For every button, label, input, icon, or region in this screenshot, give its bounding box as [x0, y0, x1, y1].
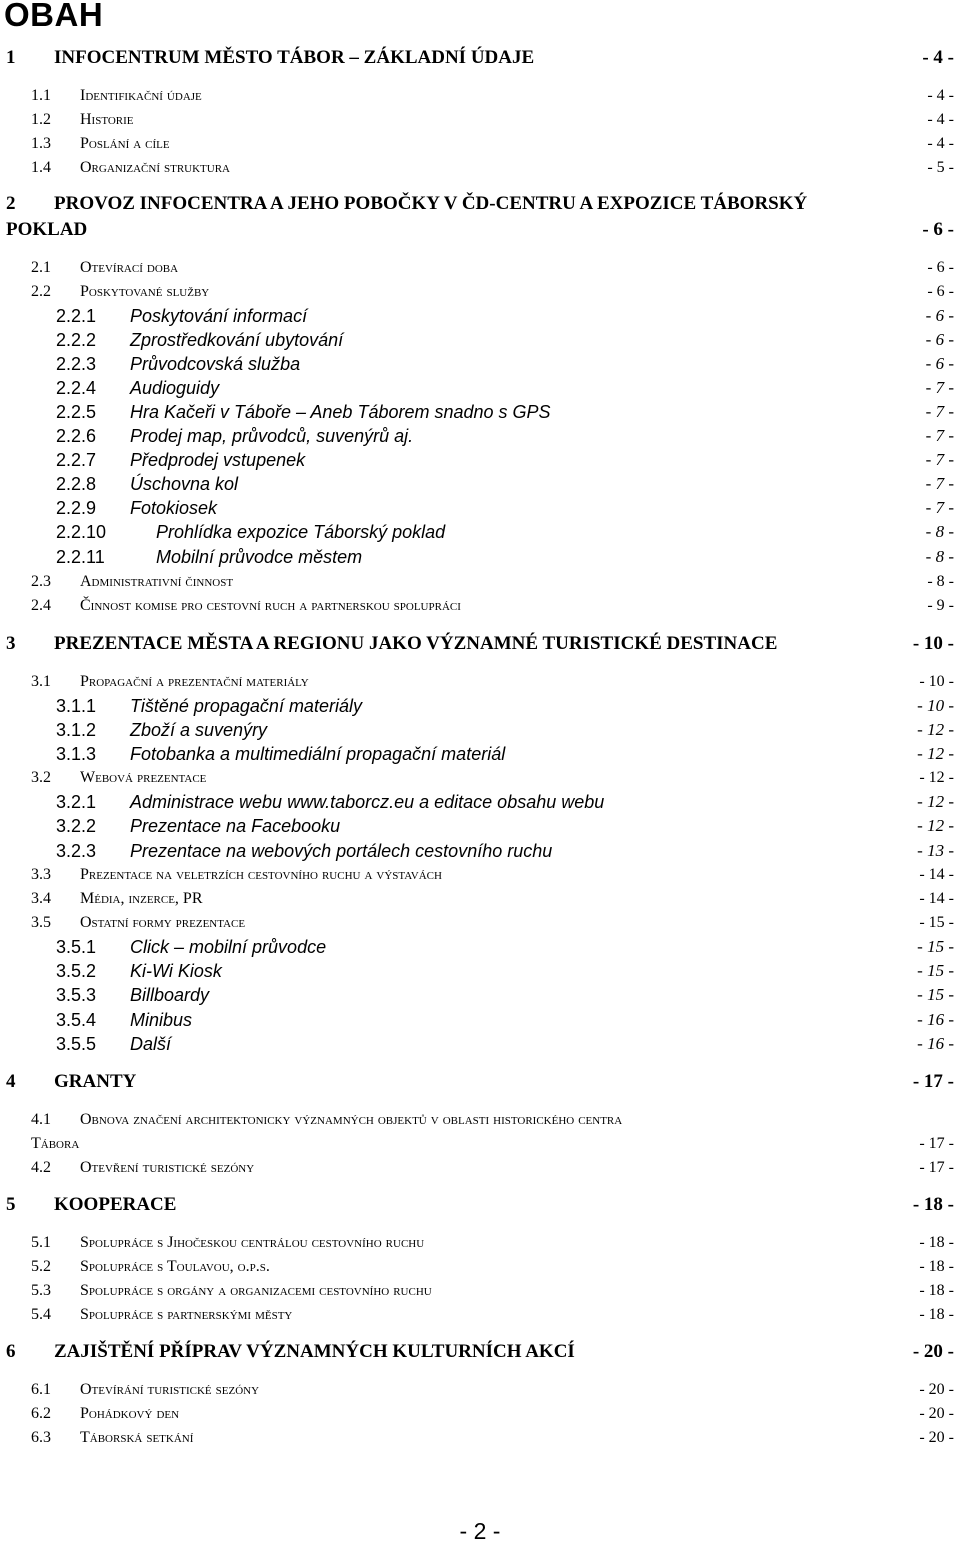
toc-entry-title: KOOPERACE	[54, 1194, 177, 1215]
toc-entry-number: 3.4	[31, 890, 51, 907]
toc-entry-title: Zboží a suvenýry	[130, 720, 268, 740]
toc-entry-title: Poskytování informací	[130, 306, 308, 326]
toc-entry-number: 2.2.9	[56, 498, 97, 518]
toc-entry-number: 5.1	[31, 1234, 51, 1251]
toc-entry-number: 3.1.2	[56, 720, 97, 740]
toc-entry-page: - 10 -	[912, 633, 954, 654]
toc-entry-title: Spolupráce s orgány a organizacemi cestovního ruchu	[80, 1282, 432, 1299]
toc-entry[interactable]	[0, 1008, 960, 1032]
toc-entry-page: - 20 -	[919, 1429, 954, 1446]
toc-entry-number: 5.2	[31, 1258, 51, 1275]
toc-entry-number: 2.2.2	[56, 330, 97, 350]
toc-entry-page: - 6 -	[925, 354, 954, 373]
toc-entry-page: - 12 -	[917, 816, 954, 835]
toc-entry[interactable]	[0, 496, 960, 520]
toc-entry-page: - 6 -	[922, 219, 954, 240]
toc-entry-number: 3.1.3	[56, 744, 97, 764]
toc-entry[interactable]	[0, 1156, 960, 1180]
toc-entry-title: Otevírání turistické sezóny	[80, 1381, 260, 1398]
toc-entry-number: 1.2	[31, 111, 51, 128]
toc-entry-number: 3.1	[31, 673, 51, 690]
toc-entry-title: Minibus	[130, 1010, 193, 1030]
toc-entry-title: POKLAD	[6, 219, 88, 240]
toc-entry-page: - 6 -	[925, 306, 954, 325]
toc-entry-number: 5	[6, 1194, 16, 1215]
toc-entry-number: 3.5.4	[56, 1010, 97, 1030]
toc-entry-number: 2.3	[31, 573, 51, 590]
toc-entry-number: 1.1	[31, 87, 51, 104]
toc-entry[interactable]	[0, 256, 960, 280]
toc-entry[interactable]	[0, 790, 960, 814]
toc-entry-title: Mobilní průvodce městem	[156, 547, 363, 567]
toc-entry-page: - 4 -	[927, 111, 954, 128]
toc-entry-title: Otevírací doba	[80, 259, 179, 276]
toc-entry-title: Táborská setkání	[80, 1429, 194, 1446]
toc-entry-title: Administrace webu www.taborcz.eu a editace obsahu webu	[130, 792, 605, 812]
toc-entry-title: Organizační struktura	[80, 159, 230, 176]
toc-entry[interactable]	[0, 1032, 960, 1056]
toc-entry[interactable]	[0, 694, 960, 718]
toc-entry-title: Obnova značení architektonicky významných objektů v oblasti historického centra	[80, 1111, 623, 1128]
toc-entry-page: - 9 -	[927, 597, 954, 614]
toc-entry[interactable]	[0, 1340, 960, 1364]
toc-entry[interactable]	[0, 983, 960, 1007]
toc-entry-number: 3.3	[31, 866, 51, 883]
toc-entry-page: - 5 -	[927, 159, 954, 176]
toc-entry-number: 2.2	[31, 283, 51, 300]
toc-entry-number: 4.2	[31, 1159, 51, 1176]
toc-entry-title: Průvodcovská služba	[130, 354, 301, 374]
toc-entry-page: - 18 -	[919, 1234, 954, 1251]
toc-entry-number: 3.2	[31, 769, 51, 786]
toc-entry-number: 3.2.1	[56, 792, 97, 812]
toc-entry[interactable]	[0, 766, 960, 790]
toc-entry-title: Webová prezentace	[80, 769, 207, 786]
toc-entry[interactable]	[0, 84, 960, 108]
toc-entry-title: Předprodej vstupenek	[130, 450, 306, 470]
toc-entry-number: 2.2.8	[56, 474, 97, 494]
toc-entry[interactable]	[0, 132, 960, 156]
toc-entry-page: - 17 -	[919, 1135, 954, 1152]
toc-entry-page: - 13 -	[917, 841, 954, 860]
toc-entry-title: Fotokiosek	[130, 498, 218, 518]
toc-entry-number: 3.1.1	[56, 696, 97, 716]
toc-entry-page: - 18 -	[919, 1282, 954, 1299]
toc-entry-number: 3.2.2	[56, 816, 97, 836]
toc-entry[interactable]	[0, 472, 960, 496]
toc-entry-title: Spolupráce s partnerskými městy	[80, 1306, 293, 1323]
toc-entry[interactable]	[0, 839, 960, 863]
toc-entry-page: - 10 -	[917, 696, 954, 715]
toc-entry-title: Prezentace na veletrzích cestovního ruchu a výstavách	[80, 866, 442, 883]
toc-entry-number: 2.2.11	[56, 547, 105, 567]
toc-entry-page: - 4 -	[927, 87, 954, 104]
toc-entry-page: - 20 -	[919, 1405, 954, 1422]
toc-entry-number: 3.2.3	[56, 841, 97, 861]
toc-entry-title: Ki-Wi Kiosk	[130, 961, 222, 981]
toc-entry[interactable]	[0, 424, 960, 448]
toc-entry-number: 3.5.1	[56, 937, 97, 957]
toc-entry-title: Historie	[80, 111, 134, 128]
toc-entry-number: 2.4	[31, 597, 51, 614]
toc-entry-number: 3.5	[31, 914, 51, 931]
toc-entry-number: 3	[6, 633, 16, 654]
toc-entry[interactable]	[0, 1378, 960, 1402]
toc-entry[interactable]	[0, 632, 960, 656]
toc-entry-number: 2.2.3	[56, 354, 97, 374]
toc-entry-page: - 18 -	[919, 1306, 954, 1323]
toc-entry[interactable]	[0, 594, 960, 618]
toc-entry-title: Úschovna kol	[130, 474, 239, 494]
toc-entry-page: - 7 -	[925, 474, 954, 493]
toc-entry-page: - 20 -	[912, 1341, 954, 1362]
toc-entry[interactable]	[0, 280, 960, 304]
toc-entry-number: 6	[6, 1341, 16, 1362]
toc-entry-title: Pohádkový den	[80, 1405, 180, 1422]
toc-entry-page: - 18 -	[912, 1194, 954, 1215]
toc-entry[interactable]	[0, 448, 960, 472]
toc-entry-title: PREZENTACE MĚSTA A REGIONU JAKO VÝZNAMNÉ TURISTICKÉ DESTINACE	[54, 633, 778, 654]
toc-entry-page: - 12 -	[917, 744, 954, 763]
toc-entry-title: Identifikační údaje	[80, 87, 202, 104]
toc-entry-page: - 12 -	[919, 769, 954, 786]
toc-entry[interactable]	[0, 218, 960, 242]
toc-entry[interactable]	[0, 1231, 960, 1255]
toc-entry-page: - 12 -	[917, 792, 954, 811]
toc-entry-page: - 8 -	[925, 522, 954, 541]
toc-entry[interactable]	[0, 570, 960, 594]
toc-entry-page: - 15 -	[917, 961, 954, 980]
toc-entry-title: Propagační a prezentační materiály	[80, 673, 309, 690]
toc-entry[interactable]	[0, 1193, 960, 1217]
page-number: - 2 -	[459, 1518, 501, 1544]
toc-entry-page: - 4 -	[922, 47, 954, 68]
toc-entry-title: Ostatní formy prezentace	[80, 914, 246, 931]
toc-entry-page: - 6 -	[927, 259, 954, 276]
toc-entry-number: 1	[6, 47, 16, 68]
toc-entry-page: - 12 -	[917, 720, 954, 739]
toc-entry-number: 2.2.4	[56, 378, 97, 398]
toc-entry[interactable]	[0, 1108, 960, 1132]
toc-entry[interactable]	[0, 108, 960, 132]
toc-entry-number: 2.1	[31, 259, 51, 276]
toc-entry[interactable]	[0, 1279, 960, 1303]
toc-entry-title: Spolupráce s Jihočeskou centrálou cestovního ruchu	[80, 1234, 425, 1251]
toc-entry-title: Click – mobilní průvodce	[130, 937, 327, 957]
toc-entry-title: Audioguidy	[130, 378, 220, 398]
toc-entry-page: - 10 -	[919, 673, 954, 690]
toc-entry-title: Hra Kačeři v Táboře – Aneb Táborem snadno s GPS	[130, 402, 551, 422]
toc-entry[interactable]	[0, 718, 960, 742]
toc-entry-number: 2.2.1	[56, 306, 97, 326]
toc-entry[interactable]	[0, 935, 960, 959]
toc-entry[interactable]	[0, 328, 960, 352]
toc-entry[interactable]	[0, 887, 960, 911]
toc-entry-page: - 7 -	[925, 378, 954, 397]
toc-entry-page: - 6 -	[927, 283, 954, 300]
toc-entry-page: - 7 -	[925, 498, 954, 517]
toc-entry-number: 3.5.3	[56, 985, 97, 1005]
toc-entry-number: 2.2.5	[56, 402, 97, 422]
toc-entry[interactable]	[0, 863, 960, 887]
page-title: OBAH	[4, 0, 104, 33]
toc-entry[interactable]	[0, 911, 960, 935]
toc-entry-title: Prezentace na Facebooku	[130, 816, 341, 836]
toc-entry[interactable]	[0, 46, 960, 70]
toc-entry-title: GRANTY	[54, 1071, 137, 1092]
toc-entry-title: Tábora	[31, 1135, 80, 1152]
toc-entry[interactable]	[0, 156, 960, 180]
toc-entry-page: - 20 -	[919, 1381, 954, 1398]
toc-entry[interactable]	[0, 304, 960, 328]
toc-entry-title: Spolupráce s Toulavou, o.p.s.	[80, 1258, 270, 1275]
toc-entry-page: - 8 -	[927, 573, 954, 590]
toc-entry[interactable]	[0, 192, 960, 216]
toc-entry-number: 2.2.6	[56, 426, 97, 446]
toc-entry-page: - 16 -	[917, 1034, 954, 1053]
toc-entry-number: 3.5.5	[56, 1034, 97, 1054]
toc-entry-page: - 6 -	[925, 330, 954, 349]
toc-entry-page: - 18 -	[919, 1258, 954, 1275]
toc-entry-title: Zprostředkování ubytování	[130, 330, 344, 350]
toc-entry-page: - 15 -	[917, 937, 954, 956]
toc-entry[interactable]	[0, 520, 960, 544]
toc-entry-page: - 7 -	[925, 402, 954, 421]
toc-entry-page: - 16 -	[917, 1010, 954, 1029]
toc-entry-number: 5.3	[31, 1282, 51, 1299]
toc-entry-title: Poskytované služby	[80, 283, 210, 300]
toc-entry[interactable]	[0, 352, 960, 376]
toc-entry-number: 5.4	[31, 1306, 51, 1323]
toc-entry[interactable]	[0, 1255, 960, 1279]
toc-entry-title: PROVOZ INFOCENTRA A JEHO POBOČKY V ČD-CENTRU A EXPOZICE TÁBORSKÝ	[54, 193, 808, 214]
toc-entry-title: Prezentace na webových portálech cestovního ruchu	[130, 841, 553, 861]
toc-entry-page: - 15 -	[919, 914, 954, 931]
toc-entry-page: - 7 -	[925, 450, 954, 469]
toc-entry-number: 1.4	[31, 159, 51, 176]
toc-entry-number: 4	[6, 1071, 16, 1092]
toc-entry-number: 3.5.2	[56, 961, 97, 981]
toc-entry[interactable]	[0, 1402, 960, 1426]
toc-entry-title: Otevření turistické sezóny	[80, 1159, 255, 1176]
toc-entry-title: Prodej map, průvodců, suvenýrů aj.	[130, 426, 414, 446]
toc-entry-number: 2.2.10	[56, 522, 107, 542]
toc-entry-title: ZAJIŠTĚNÍ PŘÍPRAV VÝZNAMNÝCH KULTURNÍCH AKCÍ	[54, 1341, 575, 1362]
toc-entry-title: Fotobanka a multimediální propagační materiál	[130, 744, 506, 764]
toc-entry-page: - 14 -	[919, 866, 954, 883]
toc-entry-page: - 17 -	[912, 1071, 954, 1092]
toc-entry-title: Činnost komise pro cestovní ruch a partnerskou spolupráci	[80, 597, 461, 614]
toc-entry-title: Administrativní činnost	[80, 573, 234, 590]
toc-entry-page: - 15 -	[917, 985, 954, 1004]
toc-entry[interactable]	[0, 376, 960, 400]
toc-entry[interactable]	[0, 1070, 960, 1094]
toc-entry-title: Prohlídka expozice Táborský poklad	[156, 522, 446, 542]
toc-entry-number: 2	[6, 193, 16, 214]
toc-entry[interactable]	[0, 742, 960, 766]
toc-entry-title: Billboardy	[130, 985, 210, 1005]
toc-entry-title: Další	[130, 1034, 172, 1054]
toc-entry-number: 2.2.7	[56, 450, 97, 470]
toc-entry-number: 4.1	[31, 1111, 51, 1128]
toc-entry-page: - 7 -	[925, 426, 954, 445]
toc-entry[interactable]	[0, 670, 960, 694]
toc-entry[interactable]	[0, 400, 960, 424]
toc-entry-title: Média, inzerce, PR	[80, 890, 203, 907]
toc-entry-number: 6.2	[31, 1405, 51, 1422]
toc-entry-number: 6.1	[31, 1381, 51, 1398]
toc-entry-page: - 14 -	[919, 890, 954, 907]
toc-entry-number: 6.3	[31, 1429, 51, 1446]
toc-entry[interactable]	[0, 545, 960, 569]
toc-entry-number: 1.3	[31, 135, 51, 152]
toc-entry-page: - 8 -	[925, 547, 954, 566]
toc-entry[interactable]	[0, 1132, 960, 1156]
toc-entry-page: - 4 -	[927, 135, 954, 152]
toc-entry[interactable]	[0, 1303, 960, 1327]
toc-entry-page: - 17 -	[919, 1159, 954, 1176]
toc-entry[interactable]	[0, 1426, 960, 1450]
toc-entry[interactable]	[0, 814, 960, 838]
toc-entry-title: Tištěné propagační materiály	[130, 696, 362, 716]
toc-entry[interactable]	[0, 959, 960, 983]
toc-entry-title: INFOCENTRUM MĚSTO TÁBOR – ZÁKLADNÍ ÚDAJE	[54, 47, 535, 68]
toc-entry-title: Poslání a cíle	[80, 135, 170, 152]
